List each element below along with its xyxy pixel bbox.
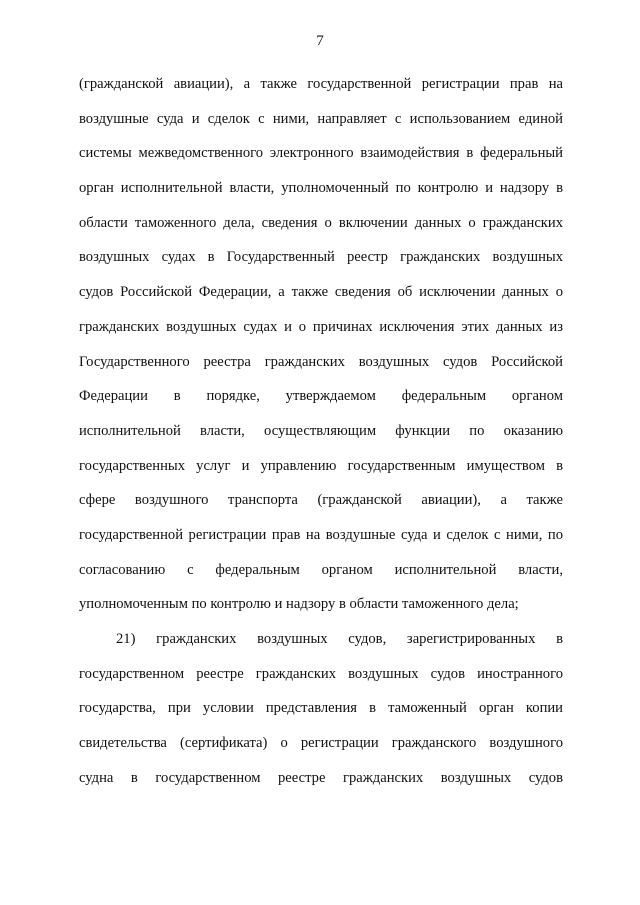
- text-line: гражданских воздушных судах и о причинах исключения этих данных из: [79, 318, 563, 335]
- text-line: Государственного реестра гражданских воздушных судов Российской: [79, 353, 563, 370]
- text-line: согласованию с федеральным органом исполнительной власти,: [79, 561, 563, 578]
- page-number: 7: [316, 33, 324, 49]
- text-line: воздушных судах в Государственный реестр гражданских воздушных: [79, 249, 563, 266]
- text-line: воздушные суда и сделок с ними, направляет с использованием единой: [79, 110, 563, 127]
- text-line: государственной регистрации прав на воздушные суда и сделок с ними, по: [79, 526, 563, 543]
- text-line-paragraph-end: уполномоченным по контролю и надзору в области таможенного дела;: [79, 596, 519, 613]
- text-line: системы межведомственного электронного взаимодействия в федеральный: [79, 145, 563, 162]
- text-line-item-21-start: 21) гражданских воздушных судов, зарегистрированных в: [116, 631, 563, 647]
- text-line: свидетельства (сертификата) о регистрации гражданского воздушного: [79, 735, 563, 752]
- text-line: судна в государственном реестре гражданских воздушных судов: [79, 769, 563, 786]
- text-line: Федерации в порядке, утверждаемом федеральным органом: [79, 388, 563, 405]
- text-line: государственных услуг и управлению государственным имуществом в: [79, 457, 563, 474]
- text-line: области таможенного дела, сведения о включении данных о гражданских: [79, 214, 563, 231]
- document-body: [79, 67, 563, 795]
- text-line: судов Российской Федерации, а также сведения об исключении данных о: [79, 284, 563, 301]
- text-line: государственном реестре гражданских воздушных судов иностранного: [79, 665, 563, 682]
- text-line: орган исполнительной власти, уполномоченный по контролю и надзору в: [79, 180, 563, 197]
- text-line: сфере воздушного транспорта (гражданской авиации), а также: [79, 492, 563, 509]
- text-line: государства, при условии представления в таможенный орган копии: [79, 700, 563, 717]
- text-line: (гражданской авиации), а также государственной регистрации прав на: [79, 76, 563, 92]
- text-line: исполнительной власти, осуществляющим функции по оказанию: [79, 422, 563, 439]
